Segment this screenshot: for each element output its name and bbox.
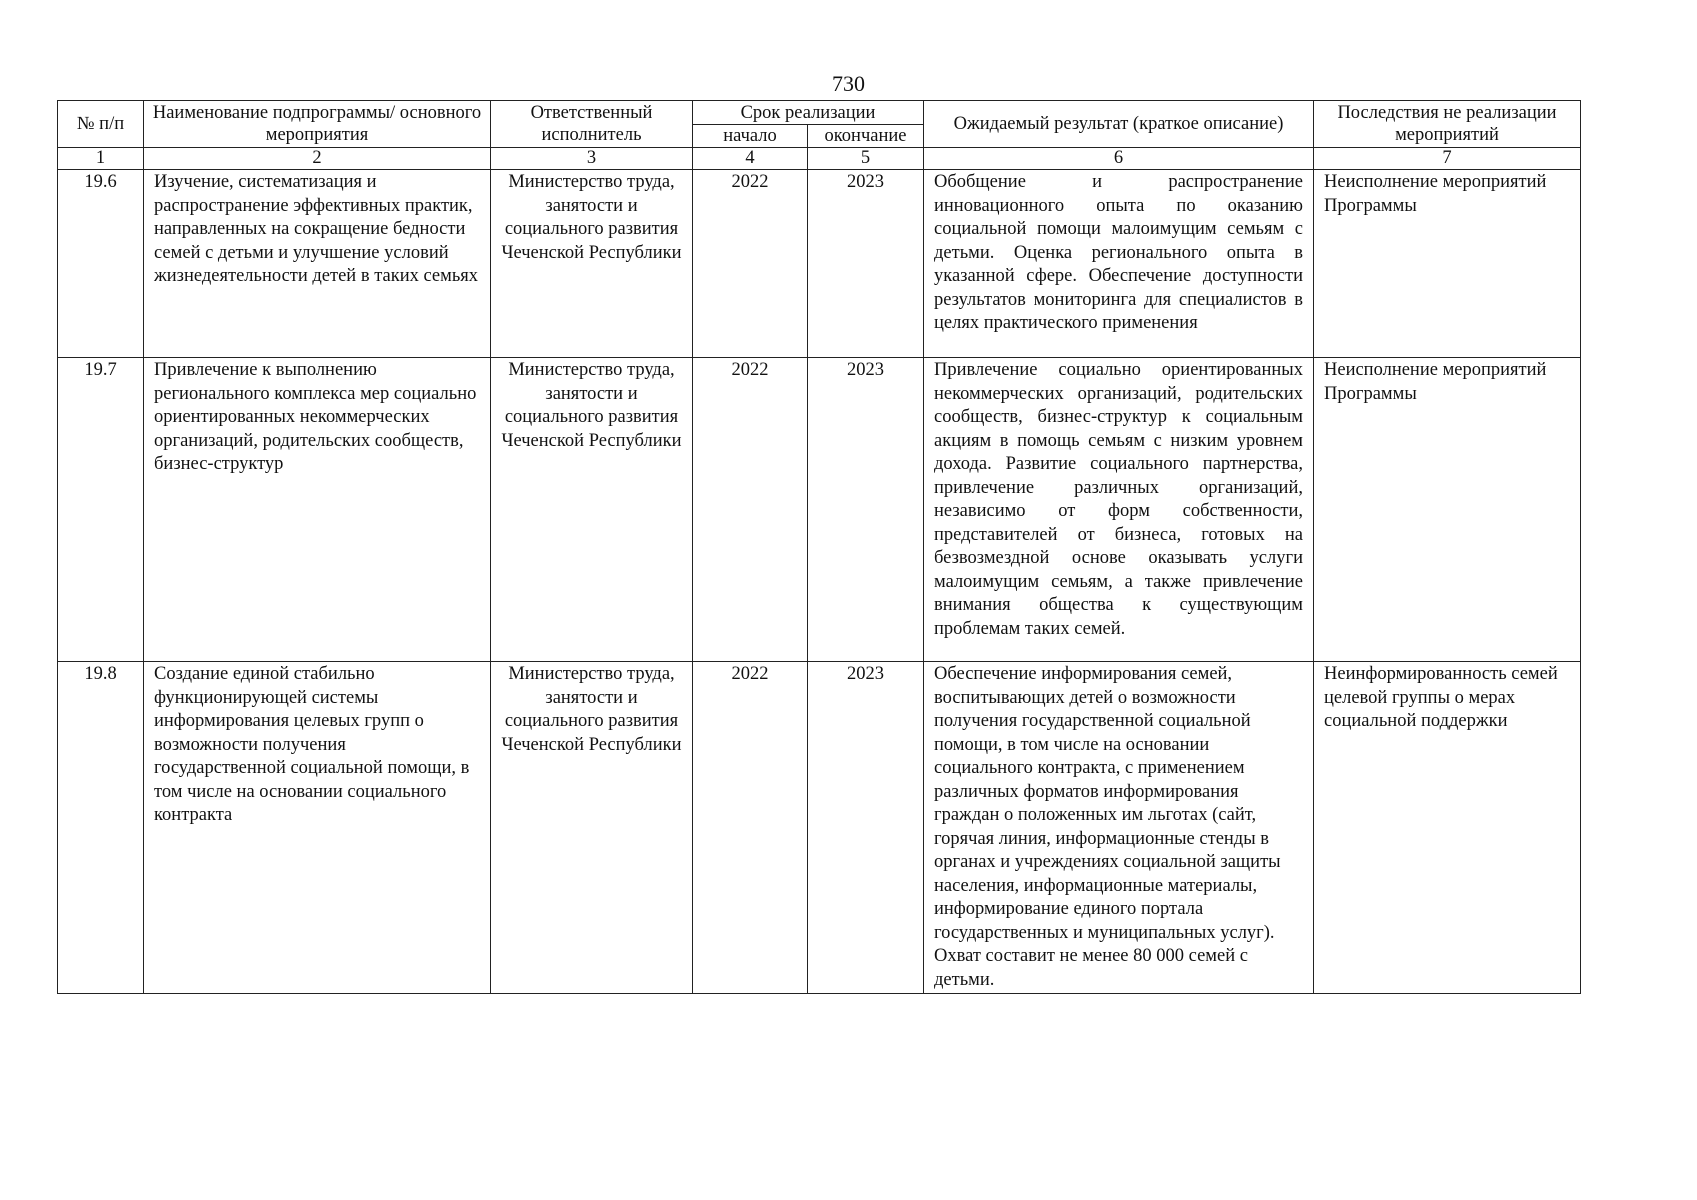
responsible-executor: Министерство труда, занятости и социального развития Чеченской Республики — [491, 358, 693, 662]
consequences: Неинформированность семей целевой группы о мерах социальной поддержки — [1314, 662, 1581, 994]
expected-result: Привлечение социально ориентированных некоммерческих организаций, родительских сообществ, бизнес-структур к социальным акциям в помощь семьям с низким уровнем дохода. Развитие социального партнерства, привлечение различных организаций, независимо от форм собственности, представителей от бизнеса, готовых на безвозмездной основе оказывать услуги малоимущим семьям, а также привлечение внимания общества к существующим проблемам таких семей. — [924, 358, 1314, 662]
responsible-executor: Министерство труда, занятости и социального развития Чеченской Республики — [491, 662, 693, 994]
activity-name: Изучение, систематизация и распространение эффективных практик, направленных на сокращение бедности семей с детьми и улучшение условий жизнедеятельности детей в таких семьях — [144, 170, 491, 358]
row-number: 19.7 — [58, 358, 144, 662]
end-year: 2023 — [808, 358, 924, 662]
end-year: 2023 — [808, 170, 924, 358]
column-number: 2 — [144, 148, 491, 170]
column-number: 7 — [1314, 148, 1581, 170]
expected-result: Обобщение и распространение инновационного опыта по оказанию социальной помощи малоимущим семьям с детьми. Оценка регионального опыта в указанной сфере. Обеспечение доступности результатов мониторинга для специалистов в целях практического применения — [924, 170, 1314, 358]
header-col-result: Ожидаемый результат (краткое описание) — [924, 101, 1314, 148]
row-number: 19.6 — [58, 170, 144, 358]
end-year: 2023 — [808, 662, 924, 994]
header-col-period: Срок реализации — [693, 101, 924, 125]
program-activities-table — [57, 100, 1581, 994]
column-number: 4 — [693, 148, 808, 170]
start-year: 2022 — [693, 170, 808, 358]
header-col-start: начало — [693, 125, 808, 148]
start-year: 2022 — [693, 662, 808, 994]
responsible-executor: Министерство труда, занятости и социального развития Чеченской Республики — [491, 170, 693, 358]
column-numbers-row — [58, 148, 1581, 170]
page-number: 730 — [832, 71, 865, 96]
start-year: 2022 — [693, 358, 808, 662]
header-col-num: № п/п — [58, 101, 144, 148]
table-row — [58, 358, 1581, 662]
header-col-consequences: Последствия не реализации мероприятий — [1314, 101, 1581, 148]
table-row — [58, 170, 1581, 358]
row-number: 19.8 — [58, 662, 144, 994]
expected-result: Обеспечение информирования семей, воспитывающих детей о возможности получения государственной социальной помощи, в том числе на основании социального контракта, с применением различных форматов информирования граждан о положенных им льготах (сайт, горячая линия, информационные стенды в органах и учреждениях социальной защиты населения, информационные материалы, информирование единого портала государственных и муниципальных услуг). Охват составит не менее 80 000 семей с детьми. — [924, 662, 1314, 994]
table-header — [58, 101, 1581, 148]
consequences: Неисполнение мероприятий Программы — [1314, 170, 1581, 358]
column-number: 1 — [58, 148, 144, 170]
column-number: 6 — [924, 148, 1314, 170]
activity-name: Создание единой стабильно функционирующей системы информирования целевых групп о возможности получения государственной социальной помощи, в том числе на основании социального контракта — [144, 662, 491, 994]
column-number: 5 — [808, 148, 924, 170]
activity-name: Привлечение к выполнению регионального комплекса мер социально ориентированных некоммерческих организаций, родительских сообществ, бизнес-структур — [144, 358, 491, 662]
table-row — [58, 662, 1581, 994]
header-col-end: окончание — [808, 125, 924, 148]
consequences: Неисполнение мероприятий Программы — [1314, 358, 1581, 662]
header-col-responsible: Ответственный исполнитель — [491, 101, 693, 148]
column-number: 3 — [491, 148, 693, 170]
header-col-name: Наименование подпрограммы/ основного мероприятия — [144, 101, 491, 148]
